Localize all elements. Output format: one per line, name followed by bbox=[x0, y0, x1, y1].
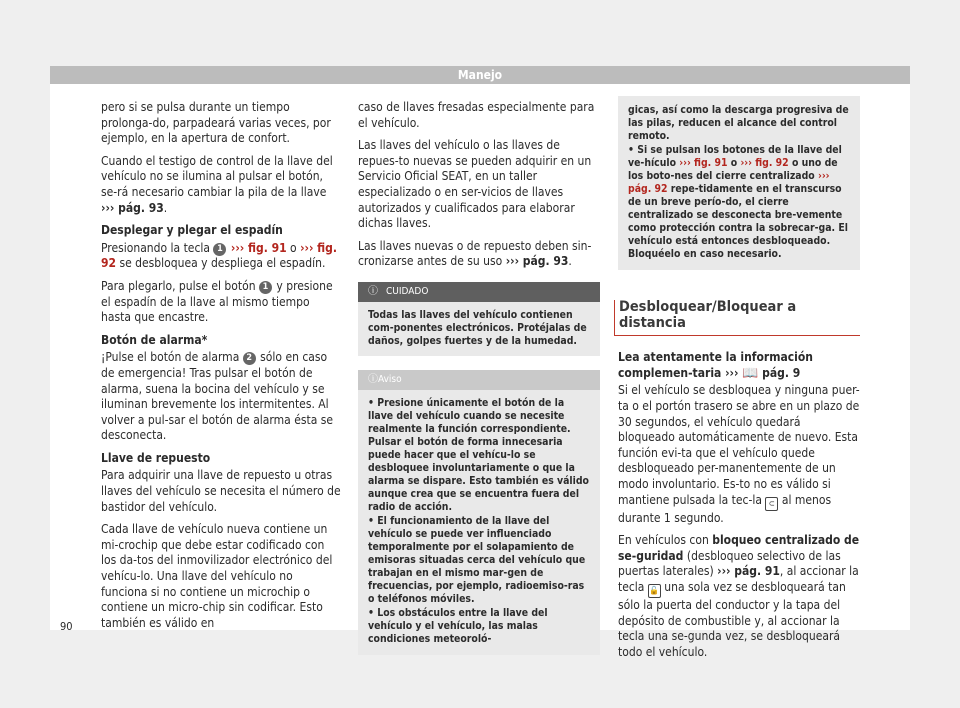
list-item: • Si se pulsan los botones de la llave del ve-hículo ››› fig. 91 o ››› fig. 92 o uno de los boto-nes del cierre centralizado ››› pág. 92 repe-tidamente en el transcurso de un breve perío-do, el cierre centralizado se desconecta bre-vemente como protección contra la sobrecar-ga. El vehículo está entonces desbloqueado. Bloquéelo en caso necesario. bbox=[628, 144, 852, 261]
notice-header: ⓘAviso bbox=[358, 370, 600, 390]
caution-header: ⓘ CUIDADO bbox=[358, 282, 600, 302]
caution-box bbox=[358, 282, 600, 356]
paragraph: gicas, así como la descarga progresiva de las pilas, reducen el alcance del control remoto. bbox=[628, 104, 849, 142]
chapter-header: Manejo bbox=[50, 66, 910, 84]
warning-icon: ⓘ bbox=[368, 285, 378, 297]
notice-box-continued bbox=[618, 96, 860, 270]
page-reference[interactable]: ››› pág. 92 bbox=[628, 170, 830, 195]
page-reference[interactable]: ››› pág. 91 bbox=[717, 564, 780, 579]
figure-reference[interactable]: ››› fig. 91 bbox=[230, 240, 287, 255]
paragraph: Presionando la tecla 1 ››› fig. 91 o ››› fig. 92 se desbloquea y despliega el espadín. bbox=[101, 240, 337, 271]
paragraph: Las llaves nuevas o de repuesto deben sin-cronizarse antes de su uso ››› pág. 93. bbox=[358, 238, 592, 269]
column-right bbox=[618, 96, 860, 667]
column-middle bbox=[358, 100, 600, 655]
subheading: Botón de alarma* bbox=[101, 332, 208, 347]
page-number: 90 bbox=[60, 620, 73, 633]
paragraph: Las llaves del vehículo o las llaves de repues-to nuevas se pueden adquirir en un Servicio Oficial SEAT, en un taller especializado o en ser-vicios de llaves autorizados y cualificados para elaborar dichas llaves. bbox=[358, 138, 592, 231]
paragraph: Si el vehículo se desbloquea y ninguna puer-ta o el portón trasero se abre en un plazo de 30 segundos, el vehículo quedará bloqueado automáticamente de nuevo. Esta función evi-ta que el vehículo quede desbloqueado per-manentemente de un modo involuntario. Es-to no es válido si mantiene pulsada la tec-la ⊂ al menos durante 1 segundo. bbox=[618, 383, 860, 525]
list-item: • El funcionamiento de la llave del vehículo se puede ver influenciado temporalmente por el solapamiento de emisoras situadas cerca del vehículo que trabajan en el mismo mar-gen de frecuencias, por ejemplo, radioemiso-ras o teléfonos móviles. bbox=[368, 515, 592, 606]
list-item: • Presione únicamente el botón de la llave del vehículo cuando se necesite realmente la función correspondiente. Pulsar el botón de forma innecesaria puede hacer que el vehícu-lo se desbloquee involuntariamente o que la alarma se dispare. Esto también es válido aunque crea que se encuentra fuera del radio de acción. bbox=[368, 397, 592, 514]
paragraph: Para plegarlo, pulse el botón 1 y presione el espadín de la llave al mismo tiempo hasta que encastre. bbox=[101, 278, 333, 325]
unlock-key-icon: ⊂ bbox=[765, 497, 778, 511]
info-icon: ⓘ bbox=[368, 373, 378, 385]
callout-number: 1 bbox=[259, 281, 272, 294]
callout-number: 1 bbox=[213, 243, 226, 256]
subheading: Llave de repuesto bbox=[101, 450, 211, 465]
notice-box bbox=[358, 370, 600, 655]
caution-body: Todas las llaves del vehículo contienen com-ponentes electrónicos. Protéjalas de daños, golpes fuertes y de la humedad. bbox=[368, 308, 587, 347]
figure-reference[interactable]: ››› fig. 92 bbox=[101, 240, 337, 271]
notice-body bbox=[618, 96, 860, 270]
section-title: Desbloquear/Bloquear a distancia bbox=[614, 300, 860, 336]
list-item: • Los obstáculos entre la llave del vehículo y el vehículo, las malas condiciones meteoroló- bbox=[368, 607, 592, 646]
paragraph: En vehículos con bloqueo centralizado de se-guridad (desbloqueo selectivo de las puertas laterales) ››› pág. 91, al accionar la tecla 🔓 una sola vez se desbloqueará tan sólo la puerta del conductor y la tapa del depósito de combustible y, al accionar la tecla una se-gunda vez, se desbloqueará todo el vehículo. bbox=[618, 533, 860, 659]
book-icon: 📖 bbox=[742, 365, 759, 381]
callout-number: 2 bbox=[243, 352, 256, 365]
paragraph: caso de llaves fresadas especialmente para el vehículo. bbox=[358, 100, 595, 130]
page-reference[interactable]: ››› pág. 93 bbox=[101, 200, 164, 215]
paragraph: Cada llave de vehículo nueva contiene un mi-crochip que debe estar codificado con los da-tos del inmovilizador electrónico del vehícu-lo. Una llave del vehículo no funciona si no contiene un microchip o contiene un micro-chip sin codificar. Esto también es válido en bbox=[101, 522, 333, 630]
figure-reference[interactable]: ››› fig. 91 bbox=[679, 157, 728, 169]
paragraph: pero si se pulsa durante un tiempo prolonga-do, parpadeará varias veces, por ejemplo, en la apertura de confort. bbox=[101, 100, 331, 146]
figure-reference[interactable]: ››› fig. 92 bbox=[740, 157, 789, 169]
lead-paragraph: Lea atentamente la información complemen-taria ››› 📖 pág. 9 bbox=[618, 350, 813, 381]
paragraph: Para adquirir una llave de repuesto u otras llaves del vehículo se necesita el número de bastidor del vehículo. bbox=[101, 468, 341, 514]
paragraph: Cuando el testigo de control de la llave del vehículo no se ilumina al pulsar el botón, se-rá necesario cambiar la pila de la llave ››› pág. 93. bbox=[101, 153, 333, 215]
paragraph: ¡Pulse el botón de alarma 2 sólo en caso de emergencia! Tras pulsar el botón de alarma, suena la bocina del vehículo y se iluminan brevemente los intermitentes. Al volver a pul-sar el botón de alarma ésta se desconecta. bbox=[101, 350, 334, 443]
page-reference[interactable]: ››› pág. 93 bbox=[505, 254, 569, 269]
notice-body bbox=[358, 390, 600, 655]
column-left bbox=[101, 100, 341, 638]
subheading: Desplegar y plegar el espadín bbox=[101, 223, 283, 238]
unlock-key-icon: 🔓 bbox=[648, 584, 661, 598]
